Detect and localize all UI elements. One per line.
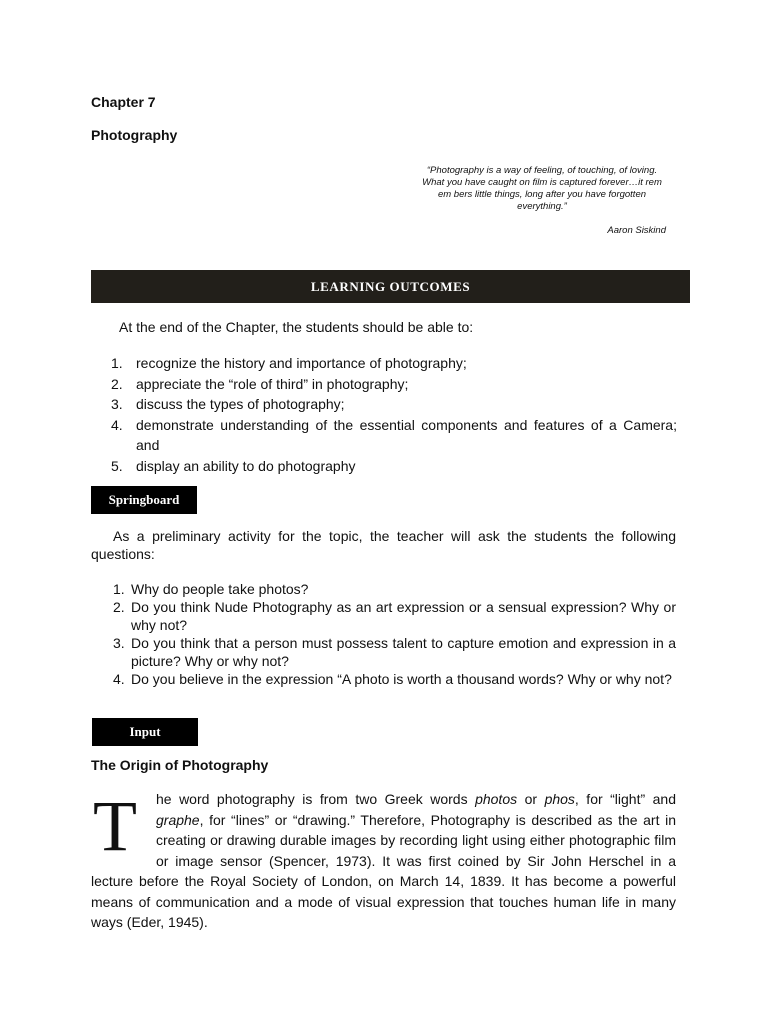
learning-outcomes-list: [111, 353, 677, 476]
epigraph-author: Aaron Siskind: [607, 225, 666, 236]
paragraph-text: he word photography is from two Greek words: [156, 791, 476, 807]
drop-cap: T: [93, 786, 137, 866]
chapter-number: Chapter 7: [91, 94, 156, 110]
item-number: 1.: [111, 355, 123, 371]
origin-paragraph: [91, 786, 676, 933]
term-phos: phos: [544, 791, 575, 807]
list-item: [111, 353, 677, 374]
item-number: 4.: [111, 416, 123, 433]
item-number: 1.: [113, 581, 125, 597]
item-number: 2.: [111, 375, 123, 392]
item-text: discuss the types of photography;: [136, 396, 345, 412]
learning-outcomes-intro: At the end of the Chapter, the students should be able to:: [119, 319, 474, 335]
item-text: demonstrate understanding of the essential components and features of a Camera; and: [136, 416, 677, 453]
list-item: [113, 598, 676, 634]
springboard-label: Springboard: [91, 486, 197, 514]
paragraph-text: or: [517, 791, 545, 807]
section-title: The Origin of Photography: [91, 757, 269, 773]
item-number: 2.: [113, 599, 125, 615]
item-text: recognize the history and importance of photography;: [136, 355, 467, 371]
list-item: [113, 634, 676, 670]
item-text: appreciate the “role of third” in photography;: [136, 375, 409, 392]
item-number: 3.: [113, 635, 125, 651]
list-item: [111, 456, 677, 477]
chapter-title: Photography: [91, 127, 178, 143]
term-photos: photos: [475, 791, 518, 807]
item-text: Why do people take photos?: [131, 581, 309, 597]
item-text: display an ability to do photography: [136, 457, 356, 474]
list-item: [111, 415, 677, 456]
list-item: [111, 374, 677, 395]
item-text: Do you think that a person must possess talent to capture emotion and expression in a picture? Why or why not?: [131, 635, 676, 669]
paragraph-text: , for “light” and: [574, 791, 676, 807]
item-number: 4.: [113, 671, 125, 687]
term-graphe: graphe: [156, 811, 200, 828]
epigraph-quote: “Photography is a way of feeling, of touching, of loving. What you have caught on film is captured forever…it rem em bers little things, long after you have forgotten everything.”: [422, 165, 662, 212]
springboard-intro: As a preliminary activity for the topic, the teacher will ask the students the following questions:: [91, 528, 676, 562]
paragraph-text: , for “lines” or “drawing.” Therefore, Photography is described as the art in creating or drawing durable images by recording light using either photographic film or image sensor (Spencer, 1973). It was first coined by Sir John Herschel in a lecture before the Royal Society of London, on March 14, 1839. It has become a powerful means of communication and a mode of visual expression that touches human life in many ways (Eder, 1945).: [91, 811, 676, 930]
list-item: [111, 394, 677, 415]
springboard-questions: [113, 580, 676, 688]
list-item: [113, 580, 676, 598]
item-text: Do you think Nude Photography as an art expression or a sensual expression? Why or why not?: [131, 599, 676, 633]
learning-outcomes-heading: LEARNING OUTCOMES: [91, 270, 690, 303]
item-number: 5.: [111, 457, 123, 474]
input-label: Input: [92, 718, 198, 746]
list-item: [113, 670, 676, 688]
item-number: 3.: [111, 396, 123, 412]
item-text: Do you believe in the expression “A photo is worth a thousand words? Why or why not?: [131, 671, 672, 687]
